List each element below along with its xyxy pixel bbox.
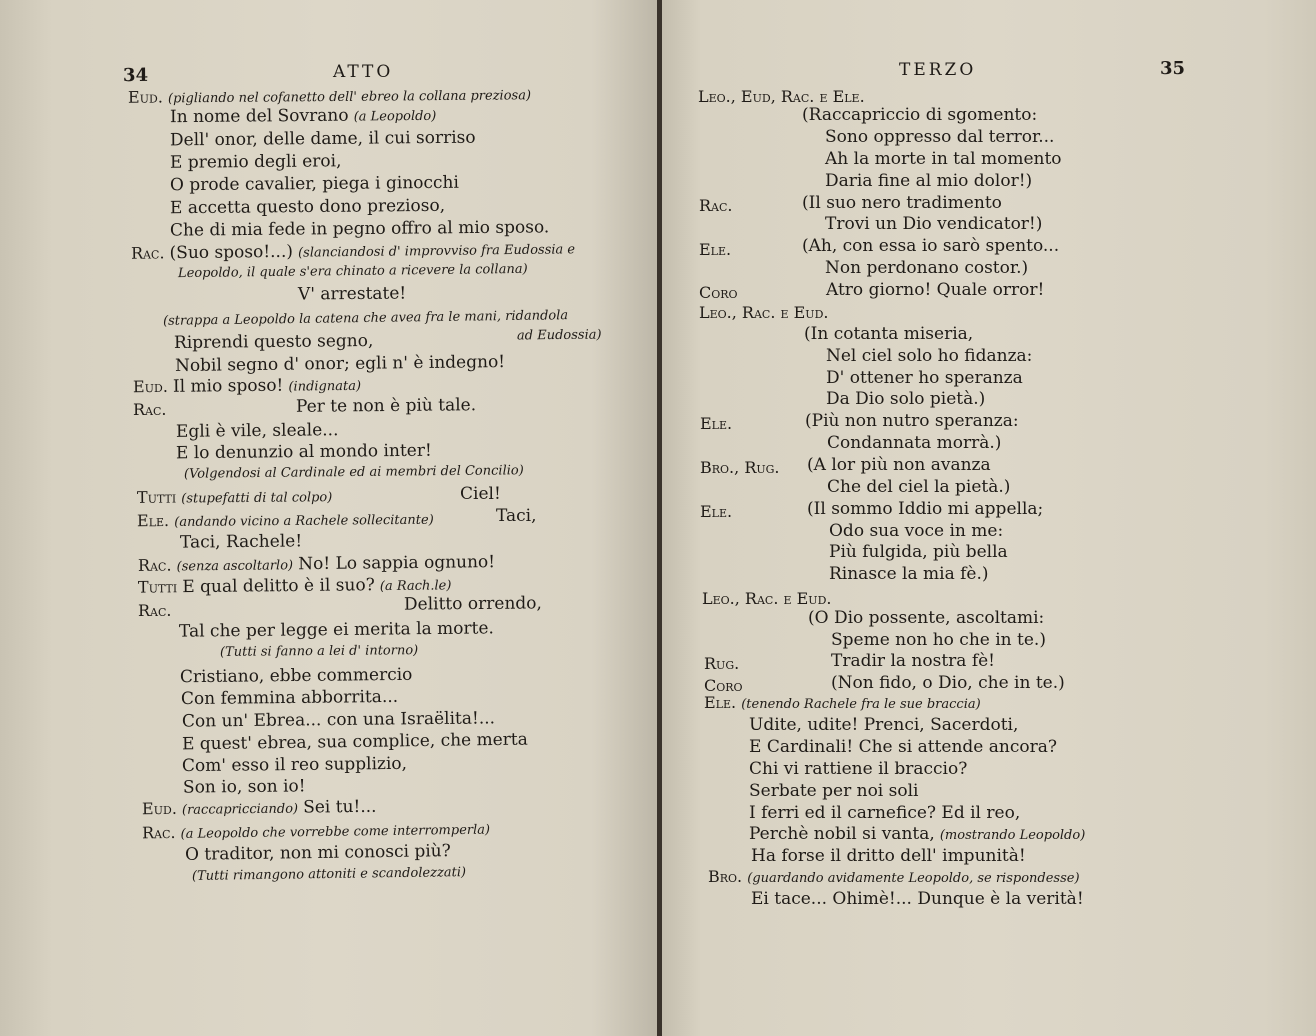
verse-text: Da Dio solo pietà.) xyxy=(826,389,986,409)
stage-direction: (stupefatti di tal colpo) xyxy=(181,490,333,507)
stage-direction: (a Rach.le) xyxy=(379,578,452,595)
stage-direction: (raccapricciando) xyxy=(181,801,299,818)
verse-text: Taci, xyxy=(496,506,537,526)
speaker: Tutti xyxy=(137,577,178,597)
verse-text: Non perdonano costor.) xyxy=(825,258,1029,278)
verse-text: Ciel! xyxy=(460,484,501,504)
speaker: Leo., Rac. e Eud. xyxy=(699,303,829,322)
verse-text: Atro giorno! Quale orror! xyxy=(826,280,1045,300)
verse-text: Com' esso il reo supplizio, xyxy=(181,753,408,777)
stage-direction: (indignata) xyxy=(288,378,362,395)
verse-text: Sei tu!... xyxy=(303,796,377,818)
verse-text: Trovi un Dio vendicator!) xyxy=(825,214,1043,234)
verse-text: Udite, udite! Prenci, Sacerdoti, xyxy=(749,715,1019,735)
stage-direction: (a Leopoldo) xyxy=(353,108,437,125)
verse-text: Serbate per noi soli xyxy=(749,781,919,801)
speaker: Rac. xyxy=(133,400,167,419)
speaker: Tutti xyxy=(136,487,177,507)
page-number: 34 xyxy=(122,64,149,87)
verse-line xyxy=(141,796,377,819)
verse-line xyxy=(131,240,575,262)
verse-text: I ferri ed il carnefice? Ed il reo, xyxy=(749,803,1021,823)
verse-line xyxy=(128,86,531,106)
verse-text: D' ottener ho speranza xyxy=(826,368,1023,388)
verse-text: E accetta questo dono prezioso, xyxy=(169,195,446,219)
page-header: ATTO xyxy=(333,62,394,82)
stage-direction: (Volgendosi al Cardinale ed ai membri del Concilio) xyxy=(183,463,524,482)
verse-text: Ah la morte in tal momento xyxy=(825,149,1062,169)
page-number: 35 xyxy=(1160,58,1186,79)
speaker: Bro., Rug. xyxy=(700,458,780,477)
verse-text: Con un' Ebrea... con una Israëlita!... xyxy=(181,708,496,732)
verse-line xyxy=(142,821,490,842)
verse-text: Dell' onor, delle dame, il cui sorriso xyxy=(169,127,476,151)
stage-direction: (strappa a Leopoldo la catena che avea fra le mani, ridandola xyxy=(162,308,569,329)
verse-text: Ei tace... Ohimè!... Dunque è la verità! xyxy=(751,889,1084,909)
verse-text: E Cardinali! Che si attende ancora? xyxy=(749,737,1057,757)
verse-text: V' arrestate! xyxy=(297,283,407,305)
verse-line xyxy=(749,826,1085,843)
stage-direction: (a Leopoldo che vorrebbe come interromperla) xyxy=(180,822,491,842)
verse-text: (Il sommo Iddio mi appella; xyxy=(807,499,1044,519)
right-page xyxy=(662,0,1316,1036)
verse-text: Speme non ho che in te.) xyxy=(831,630,1046,650)
verse-text: E lo denunzio al mondo inter! xyxy=(175,440,432,464)
verse-text: Nobil segno d' onor; egli n' è indegno! xyxy=(174,351,506,377)
verse-line xyxy=(708,869,1080,885)
verse-text: Cristiano, ebbe commercio xyxy=(179,664,413,688)
verse-text: Taci, Rachele! xyxy=(179,531,303,553)
speaker: Bro. xyxy=(708,867,743,886)
verse-text: E premio degli eroi, xyxy=(169,151,342,173)
speaker: Rac. xyxy=(699,196,733,215)
verse-text: O traditor, non mi conosci più? xyxy=(184,841,451,865)
verse-text: Rinasce la mia fè.) xyxy=(829,564,989,584)
page-header: TERZO xyxy=(899,60,977,80)
speaker: Rac. xyxy=(137,555,172,575)
speaker: Ele. xyxy=(700,502,733,521)
verse-text: Con femmina abborrita... xyxy=(180,686,399,710)
speaker: Coro xyxy=(704,676,743,695)
speaker: Rac. xyxy=(138,601,172,620)
verse-text: (Non fido, o Dio, che in te.) xyxy=(831,673,1065,693)
left-page xyxy=(0,0,657,1036)
speaker: Rug. xyxy=(704,654,740,673)
stage-direction: (tenendo Rachele fra le sue braccia) xyxy=(741,697,981,712)
verse-line xyxy=(137,488,332,506)
verse-text: Delitto orrendo, xyxy=(403,593,542,615)
verse-text: (Il suo nero tradimento xyxy=(802,193,1002,213)
verse-text: (O Dio possente, ascoltami: xyxy=(808,608,1045,628)
verse-text: (In cotanta miseria, xyxy=(804,324,974,344)
speaker: Eud. xyxy=(127,87,163,107)
verse-text: (Raccapriccio di sgomento: xyxy=(802,105,1038,125)
stage-direction: (Tutti rimangono attoniti e scandolezzati) xyxy=(191,865,467,884)
stage-direction: (pigliando nel cofanetto dell' ebreo la collana preziosa) xyxy=(167,88,532,107)
speaker: Coro xyxy=(699,283,738,302)
speaker: Ele. xyxy=(704,693,737,712)
verse-text: Odo sua voce in me: xyxy=(829,521,1004,541)
speaker: Ele. xyxy=(699,240,732,259)
verse-text: (Suo sposo!...) xyxy=(169,241,294,264)
verse-text: E qual delitto è il suo? xyxy=(182,575,375,598)
verse-text: Son io, son io! xyxy=(182,776,306,798)
speaker: Rac. xyxy=(130,243,165,263)
stage-direction: (Tutti si fanno a lei d' intorno) xyxy=(219,643,419,660)
speaker: Eud. xyxy=(141,798,177,819)
speaker: Ele. xyxy=(136,511,170,531)
stage-direction: (andando vicino a Rachele sollecitante) xyxy=(174,512,434,530)
speaker: Ele. xyxy=(700,414,733,433)
verse-line xyxy=(170,107,436,126)
stage-direction: (senza ascoltarlo) xyxy=(176,558,294,575)
verse-text: Nel ciel solo ho fidanza: xyxy=(826,346,1033,366)
verse-text: E quest' ebrea, sua complice, che merta xyxy=(181,729,528,755)
verse-text: (A lor più non avanza xyxy=(807,455,991,475)
verse-text: (Ah, con essa io sarò spento... xyxy=(802,236,1060,256)
verse-text: Ha forse il dritto dell' impunità! xyxy=(751,846,1026,866)
stage-direction: (slanciandosi d' improvviso fra Eudossia e xyxy=(297,242,576,261)
verse-text: Tal che per legge ei merita la morte. xyxy=(178,618,494,642)
speaker: Rac. xyxy=(141,822,176,843)
verse-text: (Più non nutro speranza: xyxy=(805,411,1019,431)
verse-line xyxy=(704,695,981,711)
verse-text: Condannata morrà.) xyxy=(827,433,1002,453)
speaker: Eud. xyxy=(132,376,168,397)
verse-text: Daria fine al mio dolor!) xyxy=(825,171,1033,191)
verse-text: Tradir la nostra fè! xyxy=(831,651,996,671)
stage-direction: (mostrando Leopoldo) xyxy=(939,828,1086,843)
speaker: Leo., Rac. e Eud. xyxy=(702,589,832,608)
verse-text: Perchè nobil si vanta, xyxy=(749,824,935,844)
verse-text: Il mio sposo! xyxy=(172,375,284,397)
verse-text: Che del ciel la pietà.) xyxy=(827,477,1011,497)
verse-text: Sono oppresso dal terror... xyxy=(825,127,1055,147)
verse-text: Egli è vile, sleale... xyxy=(175,420,339,442)
verse-text: Chi vi rattiene il braccio? xyxy=(749,759,968,779)
verse-line xyxy=(137,511,434,530)
stage-direction: (guardando avidamente Leopoldo, se rispondesse) xyxy=(747,871,1080,886)
stage-direction: Leopoldo, il quale s'era chinato a ricevere la collana) xyxy=(177,261,528,282)
verse-text: Per te non è più tale. xyxy=(295,395,477,417)
verse-text: No! Lo sappia ognuno! xyxy=(298,552,496,575)
speaker: Leo., Eud, Rac. e Ele. xyxy=(698,87,865,106)
verse-text: Che di mia fede in pegno offro al mio sposo. xyxy=(169,217,550,241)
stage-direction: ad Eudossia) xyxy=(516,327,602,344)
verse-text: Più fulgida, più bella xyxy=(829,542,1008,562)
verse-text: In nome del Sovrano xyxy=(169,105,349,128)
verse-line xyxy=(133,377,361,396)
verse-text: O prode cavalier, piega i ginocchi xyxy=(169,172,459,196)
verse-text: Riprendi questo segno, xyxy=(173,330,374,354)
verse-line xyxy=(138,554,495,575)
